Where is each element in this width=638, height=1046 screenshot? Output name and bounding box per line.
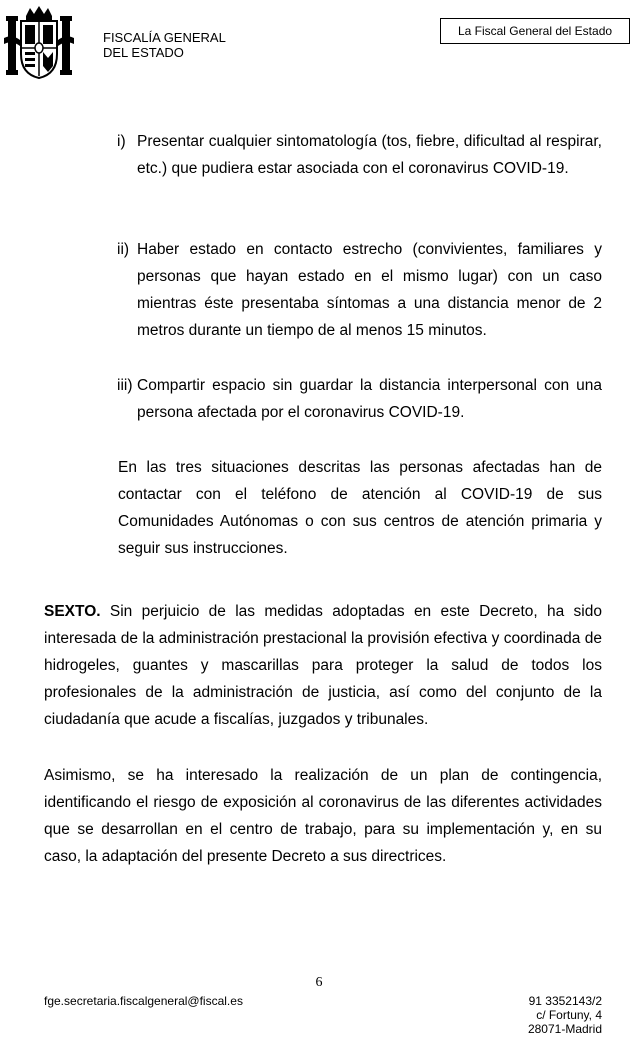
section-label-sexto: SEXTO.	[44, 603, 101, 620]
paragraph-sexto	[44, 598, 602, 733]
footer-street: c/ Fortuny, 4	[536, 1008, 602, 1022]
org-line-1: FISCALÍA GENERAL	[103, 30, 226, 45]
list-item-text: Haber estado en contacto estrecho (convivientes, familiares y personas que hayan estado en el mismo lugar) con un caso mientras éste presentaba síntomas a una distancia menor de 2 metros durante un tiempo de al menos 15 minutos.	[137, 241, 602, 339]
coat-of-arms-icon	[4, 4, 74, 80]
list-item	[117, 128, 602, 182]
footer-city: 28071-Madrid	[527, 1022, 602, 1036]
list-item	[117, 236, 602, 344]
sexto-text: Sin perjuicio de las medidas adoptadas en este Decreto, ha sido interesada de la administración prestacional la provisión efectiva y coordinada de hidrogeles, guantes y mascarillas para proteger la salud de todos los profesionales de la administración de justicia, así como del conjunto de la ciudadanía que acude a fiscalías, juzgados y tribunales.	[44, 603, 602, 728]
list-item-number: iii)	[117, 377, 133, 394]
page-number: 6	[315, 975, 323, 990]
paragraph-asimismo: Asimismo, se ha interesado la realización de un plan de contingencia, identificando el riesgo de exposición al coronavirus de las diferentes actividades que se desarrollan en el centro de trabajo, para su implementación y, en su caso, la adaptación del presente Decreto a sus directrices.	[44, 767, 602, 865]
list-item	[117, 372, 602, 426]
paragraph-situaciones: En las tres situaciones descritas las personas afectadas han de contactar con el teléfono de atención al COVID-19 de sus Comunidades Autónomas o con sus centros de atención primaria y seguir sus instrucciones.	[118, 459, 602, 557]
list-item-number: i)	[117, 133, 126, 150]
footer-email: fge.secretaria.fiscalgeneral@fiscal.es	[44, 994, 243, 1008]
footer-phone: 91 3352143/2	[528, 994, 602, 1008]
list-item-number: ii)	[117, 241, 130, 258]
list-item-text: Presentar cualquier sintomatología (tos, fiebre, dificultad al respirar, etc.) que pudiera estar asociada con el coronavirus COVID-19.	[137, 133, 602, 177]
footer-address	[528, 994, 602, 1036]
list-item-text: Compartir espacio sin guardar la distancia interpersonal con una persona afectada por el coronavirus COVID-19.	[137, 377, 602, 421]
organization-name	[103, 30, 226, 60]
header-box-label: La Fiscal General del Estado	[440, 18, 630, 44]
org-line-2: DEL ESTADO	[103, 45, 184, 60]
